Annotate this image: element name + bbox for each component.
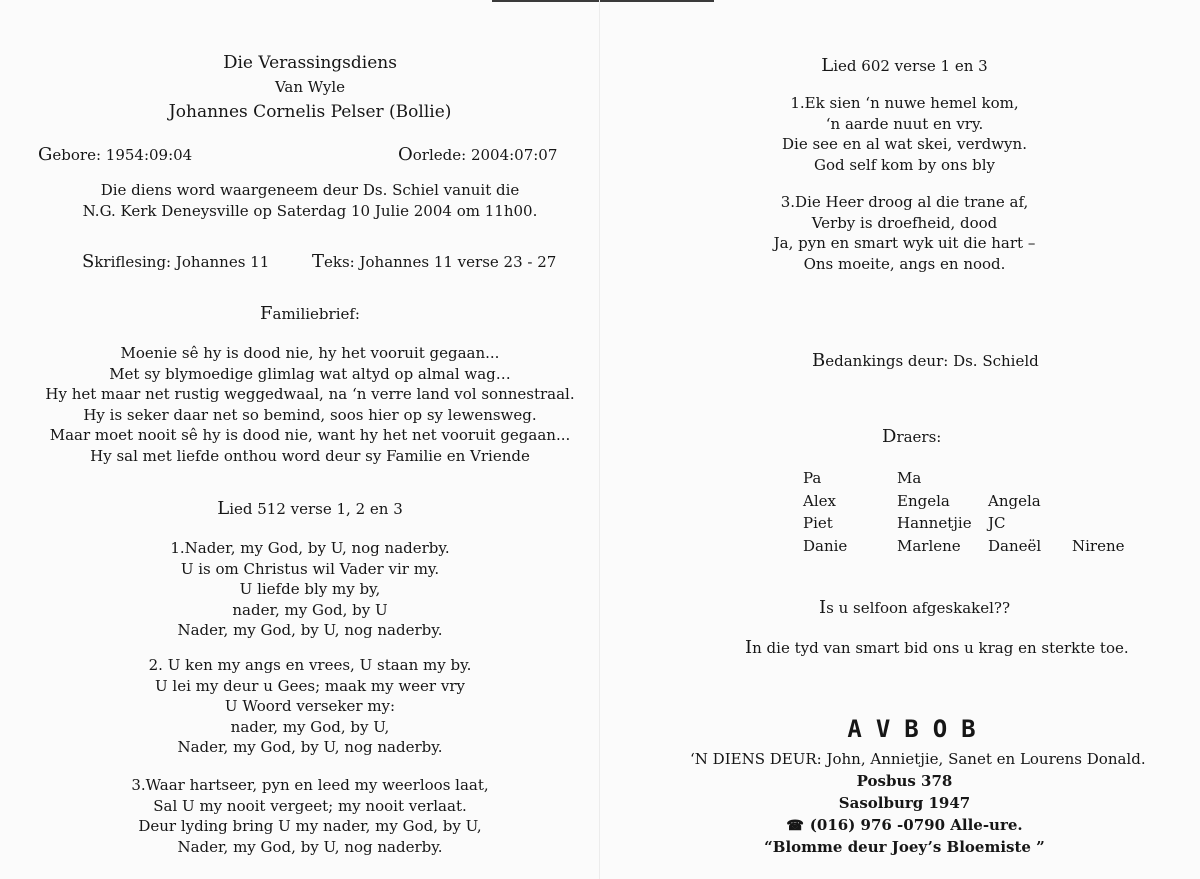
verse-line: Ons moeite, angs en nood. [803, 254, 1006, 273]
verse-line: U Woord verseker my: [224, 697, 396, 715]
verse-line: nader, my God, by U [232, 600, 388, 619]
verse-line: Deur lyding bring U my nader, my God, by U, [138, 817, 482, 835]
phone-number: (016) 976 -0790 Alle-ure. [809, 816, 1023, 834]
phone-line [600, 815, 1200, 836]
hymn-602-heading: Lied 602 verse 1 en 3 [821, 55, 988, 76]
verse-line: Nader, my God, by U, nog naderby. [177, 738, 443, 756]
verse-line: 1.Ek sien ‘n nuwe hemel kom, [790, 94, 1019, 112]
title-line-2: Van Wyle [274, 78, 346, 96]
scripture-reading: Skriflesing: Johannes 11 [82, 251, 270, 272]
funeral-home-name: AVBOB [847, 715, 990, 743]
verse-line: Verby is droefheid, dood [811, 213, 998, 232]
death-date: Oorlede: 2004:07:07 [398, 144, 558, 165]
verse-line: nader, my God, by U, [230, 717, 390, 736]
bearer-name: Hannetjie [897, 514, 972, 532]
family-line: Hy is seker daar net so bemind, soos hier op sy lewensweg. [83, 405, 537, 424]
bearer-name: Danie [803, 537, 848, 555]
family-letter [0, 343, 620, 466]
family-line: Hy het maar net rustig weggedwaal, na ‘n verre land vol sonnestraal. [45, 385, 575, 403]
bearer-name: Engela [897, 492, 950, 510]
phone-off-question: Is u selfoon afgeskakel?? [819, 597, 1010, 618]
hymn-512-verse-3 [0, 775, 620, 857]
bearer-name: Marlene [897, 537, 961, 555]
hymn-512-verse-2 [0, 655, 620, 758]
bearer-name: Angela [988, 492, 1041, 510]
bearers-heading: Draers: [882, 426, 942, 447]
birth-date: Gebore: 1954:09:04 [38, 144, 193, 165]
bearer-name: JC [988, 514, 1006, 532]
verse-line: U liefde bly my by, [239, 580, 381, 598]
bearer-name: Nirene [1072, 537, 1125, 555]
town-postcode: Sasolburg 1947 [838, 794, 971, 812]
bearer-name: Ma [897, 469, 922, 487]
thanks-line: Bedankings deur: Ds. Schield [812, 350, 1039, 371]
service-line-1: Die diens word waargeneem deur Ds. Schiel vanuit die [100, 181, 520, 199]
family-letter-heading: Familiebrief: [260, 303, 360, 324]
verse-line: Ja, pyn en smart wyk uit die hart – [773, 234, 1036, 252]
bearer-name: Alex [803, 492, 836, 510]
family-line: Met sy blymoedige glimlag wat altyd op almal wag… [109, 364, 511, 383]
service-by-line: ‘N DIENS DEUR: John, Annietjie, Sanet en Lourens Donald. [690, 750, 1146, 768]
title-line-1: Die Verassingsdiens [223, 52, 397, 73]
verse-line: Nader, my God, by U, nog naderby. [177, 621, 443, 639]
verse-line: U is om Christus wil Vader vir my. [180, 559, 440, 578]
title-line-3: Johannes Cornelis Pelser (Bollie) [168, 101, 452, 122]
family-line: Hy sal met liefde onthou word deur sy Familie en Vriende [90, 446, 530, 465]
florist-line: “Blomme deur Joey’s Bloemiste ” [764, 838, 1045, 856]
verse-line: ‘n aarde nuut en vry. [825, 114, 984, 133]
service-line-2: N.G. Kerk Deneysville op Saterdag 10 Julie 2004 om 11h00. [82, 202, 538, 220]
prayer-line: In die tyd van smart bid ons u krag en sterkte toe. [745, 637, 1129, 658]
family-line: Moenie sê hy is dood nie, hy het vooruit gegaan... [120, 344, 500, 362]
telephone-icon: ☎ [786, 818, 804, 834]
bearer-name: Daneël [988, 537, 1042, 555]
verse-line: Nader, my God, by U, nog naderby. [177, 837, 443, 856]
po-box: Posbus 378 [856, 772, 953, 790]
hymn-512-verse-1 [0, 538, 620, 641]
bearer-name: Pa [803, 469, 822, 487]
verse-line: 1.Nader, my God, by U, nog naderby. [170, 539, 450, 557]
verse-line: 3.Die Heer droog al die trane af, [780, 193, 1029, 211]
hymn-602-verse-3 [600, 192, 1200, 274]
right-page [600, 0, 1200, 879]
bearer-name: Piet [803, 514, 833, 532]
verse-line: U lei my deur u Gees; maak my weer vry [155, 676, 465, 695]
sermon-text: Teks: Johannes 11 verse 23 - 27 [312, 251, 557, 272]
verse-line: 3.Waar hartseer, pyn en leed my weerloos laat, [131, 776, 489, 794]
hymn-602-verse-1 [600, 93, 1200, 175]
family-line: Maar moet nooit sê hy is dood nie, want hy het net vooruit gegaan... [49, 426, 571, 444]
verse-line: God self kom by ons bly [813, 155, 996, 174]
hymn-512-heading: Lied 512 verse 1, 2 en 3 [217, 498, 403, 519]
verse-line: Sal U my nooit vergeet; my nooit verlaat. [153, 796, 467, 815]
verse-line: 2. U ken my angs en vrees, U staan my by. [148, 656, 472, 674]
verse-line: Die see en al wat skei, verdwyn. [782, 135, 1027, 153]
